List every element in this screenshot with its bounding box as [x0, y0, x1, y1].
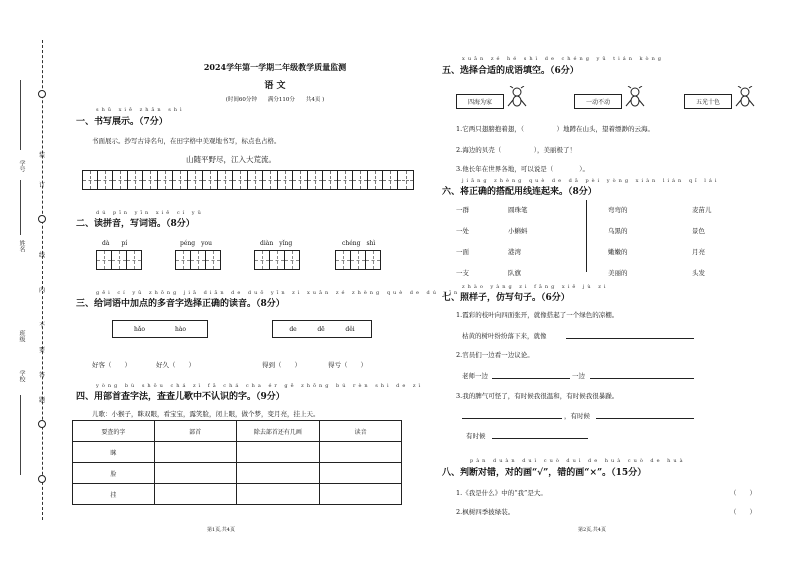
- table-row: [73, 442, 402, 463]
- s3-item-2[interactable]: 好久（ ）: [156, 361, 195, 369]
- reading-option: hǎo: [133, 325, 146, 333]
- writing-grid[interactable]: [82, 170, 414, 190]
- match-item[interactable]: 港湾: [508, 248, 521, 256]
- s5-heading: 五、选择合适的成语填空。（6分）: [442, 66, 579, 76]
- binding-notice-char: 订: [39, 182, 46, 189]
- s7-q3: 3.我的脾气可怪了，有时候我很温和，有时候我很暴躁。: [456, 392, 619, 400]
- s7-q3-prompt2: 有时候: [466, 432, 486, 440]
- s1-poem: 山随平野尽，江入大荒流。: [186, 155, 276, 164]
- ant-icon: [506, 86, 528, 112]
- s2-item-1: dà pí: [102, 240, 128, 247]
- tian-grid-1[interactable]: [96, 250, 141, 270]
- answer-cell[interactable]: [236, 442, 320, 463]
- idiom-choice-3: 五光十色: [684, 94, 732, 109]
- s1-instruction: 书面展示。抄写古诗名句，在田字格中美观地书写，标点也占格。: [92, 137, 281, 145]
- match-item[interactable]: 圆珠笔: [508, 206, 528, 214]
- answer-cell[interactable]: [236, 463, 320, 484]
- match-item[interactable]: 麦苗儿: [692, 206, 712, 214]
- table-cell: 挂: [73, 484, 155, 505]
- binding-notice-char: 不: [39, 322, 46, 329]
- s1-pinyin: shū xiě zhǎn shì: [96, 107, 185, 113]
- match-item[interactable]: 一面: [456, 248, 469, 256]
- s3-item-4[interactable]: 得亏（ ）: [328, 361, 367, 369]
- s8-bracket-2[interactable]: （ ）: [730, 508, 756, 516]
- s4-rhyme: 儿歌：小猴子，眯双眼，看宝宝，露笑脸，闭上眼，做个梦，变月亮，挂上天。: [92, 410, 320, 418]
- binding-notice-char: 装: [39, 152, 46, 159]
- s7-q3-prompt: ，有时候: [564, 412, 590, 420]
- label-student-no: 学号: [18, 160, 25, 172]
- table-row: [73, 463, 402, 484]
- subject: 语 文: [264, 81, 286, 91]
- s5-q1[interactable]: 1.它两只翅膀抱着翅，（ ）地蹲在山头，望着缥渺的云海。: [456, 125, 654, 133]
- s4-heading: 四、用部首查字法，查查儿歌中不认识的字。（9分）: [76, 392, 285, 402]
- s3-heading: 三、给词语中加点的多音字选择正确的读音。（8分）: [76, 299, 285, 309]
- reading-option: de: [289, 325, 297, 333]
- s4-pinyin: yòng bù shǒu chá zì fǎ chá cha ér gē zhōng bú rèn shi de zì: [96, 383, 424, 389]
- match-item[interactable]: 头发: [692, 269, 705, 277]
- answer-cell[interactable]: [236, 484, 320, 505]
- match-item[interactable]: 嫩嫩的: [608, 248, 628, 256]
- table-header: 除去部首还有几画: [236, 421, 320, 442]
- s7-heading: 七、照样子，仿写句子。（6分）: [442, 293, 570, 303]
- blank-name: [20, 180, 21, 235]
- page-footer-right: 第2页,共4页: [578, 527, 606, 533]
- ant-icon: [624, 86, 646, 112]
- label-name: 姓名: [18, 240, 25, 252]
- answer-cell[interactable]: [320, 463, 402, 484]
- s8-bracket-1[interactable]: （ ）: [730, 489, 756, 497]
- s7-q2: 2.官员们一边看一边议论。: [456, 351, 534, 359]
- blank-school: [20, 395, 21, 475]
- s8-q1: 1.《我是什么》中的“我”是大。: [456, 489, 547, 497]
- s3-box-1: [112, 320, 208, 338]
- s6-heading: 六、将正确的搭配用线连起来。（8分）: [442, 187, 597, 197]
- divider: [586, 200, 587, 272]
- s7-q2-prompt: 老师一边: [462, 372, 488, 380]
- match-item[interactable]: 弯弯的: [608, 206, 628, 214]
- match-item[interactable]: 小蝌蚪: [508, 227, 528, 235]
- blank-student-no: [20, 80, 21, 150]
- s3-item-1[interactable]: 好客（ ）: [92, 361, 131, 369]
- s2-heading: 二、读拼音，写词语。（8分）: [76, 219, 195, 229]
- s8-heading: 八、判断对错，对的画“√”，错的画“×”。（15分）: [442, 468, 647, 478]
- tian-grid-4[interactable]: [335, 250, 380, 270]
- binding-notice-char: 要: [39, 347, 46, 354]
- match-item[interactable]: 一支: [456, 269, 469, 277]
- table-header: 读音: [320, 421, 402, 442]
- match-item[interactable]: 一群: [456, 206, 469, 214]
- table-cell: 脸: [73, 463, 155, 484]
- s5-q2[interactable]: 2.海边的贝壳（ ），美丽极了！: [456, 146, 576, 154]
- s2-item-2: péng you: [180, 240, 212, 247]
- s7-q1: 1.霞彩的枝叶向四面张开，就像搭起了一个绿色的凉棚。: [456, 311, 619, 319]
- s3-item-3[interactable]: 得到（ ）: [262, 361, 301, 369]
- match-item[interactable]: 美丽的: [608, 269, 628, 277]
- s5-q3[interactable]: 3.他长年在世界各地，可以说是（ ）。: [456, 165, 589, 173]
- binding-hole: [38, 475, 46, 483]
- binding-hole: [38, 215, 46, 223]
- s8-q2: 2.枫树四季披绿装。: [456, 508, 515, 516]
- binding-notice-char: 内: [39, 287, 46, 294]
- s7-q1-prompt: 枯黄的树叶纷纷落下来，就像: [462, 332, 547, 340]
- binding-notice-char: 线: [39, 252, 46, 259]
- reading-option: hào: [174, 325, 187, 333]
- s2-pinyin: dú pīn yīn xiě cí yǔ: [96, 210, 204, 216]
- match-item[interactable]: 景色: [692, 227, 705, 235]
- table-header: 部首: [154, 421, 236, 442]
- answer-cell[interactable]: [154, 484, 236, 505]
- idiom-choice-1: 四海为家: [456, 94, 504, 109]
- answer-cell[interactable]: [320, 442, 402, 463]
- exam-title: 2024学年第一学期二年级教学质量监测: [203, 62, 347, 72]
- answer-line[interactable]: [596, 418, 694, 419]
- tian-grid-2[interactable]: [175, 250, 220, 270]
- tian-grid-3[interactable]: [254, 250, 299, 270]
- s1-heading: 一、书写展示。（7分）: [76, 117, 168, 127]
- answer-cell[interactable]: [320, 484, 402, 505]
- binding-hole: [38, 420, 46, 428]
- s7-q2-prompt2: 一边: [572, 372, 585, 380]
- match-item[interactable]: 队旗: [508, 269, 521, 277]
- binding-margin: [0, 0, 60, 561]
- s2-item-3: diàn yǐng: [260, 240, 293, 247]
- s3-pinyin: gěi cí yǔ zhōng jiā diǎn de duō yīn zì xuǎn zé zhèng què de dú yīn: [96, 290, 461, 296]
- page-footer-left: 第1页,共4页: [207, 527, 235, 533]
- table-row: [73, 484, 402, 505]
- match-item[interactable]: 乌黑的: [608, 227, 628, 235]
- answer-line[interactable]: [492, 378, 570, 379]
- table-cell: 眯: [73, 442, 155, 463]
- binding-notice-char: 答: [39, 372, 46, 379]
- binding-notice-char: 题: [39, 397, 46, 404]
- s5-pinyin: xuǎn zé hé shì de chéng yǔ tián kòng: [462, 56, 664, 62]
- answer-line[interactable]: [462, 418, 562, 419]
- s7-pinyin: zhào yàng zi fǎng xiě jù zi: [462, 284, 609, 290]
- label-class: 班级: [18, 330, 25, 342]
- match-item[interactable]: 月亮: [692, 248, 705, 256]
- idiom-choice-2: 一动不动: [574, 94, 622, 109]
- binding-line: [42, 40, 43, 520]
- table-header: 要查的字: [73, 421, 155, 442]
- reading-option: děi: [345, 325, 355, 333]
- answer-line[interactable]: [492, 438, 588, 439]
- s2-item-4: chéng shì: [342, 240, 376, 247]
- exam-info: (时间60分钟 满分110分 共4页 ): [225, 97, 325, 103]
- answer-line[interactable]: [566, 338, 694, 339]
- radical-table: [72, 420, 402, 505]
- match-item[interactable]: 一处: [456, 227, 469, 235]
- s6-pinyin: jiāng zhèng què de dā pèi yòng xiàn lián qǐ lái: [462, 178, 720, 184]
- ant-icon: [734, 86, 756, 112]
- answer-cell[interactable]: [154, 463, 236, 484]
- reading-option: dē: [317, 325, 325, 333]
- answer-line[interactable]: [590, 378, 694, 379]
- binding-hole: [38, 90, 46, 98]
- label-school: 学校: [18, 370, 25, 382]
- s3-box-2: [272, 320, 372, 338]
- answer-cell[interactable]: [154, 442, 236, 463]
- s8-pinyin: pàn duàn duì cuò duì de huà cuò de huà: [470, 458, 686, 464]
